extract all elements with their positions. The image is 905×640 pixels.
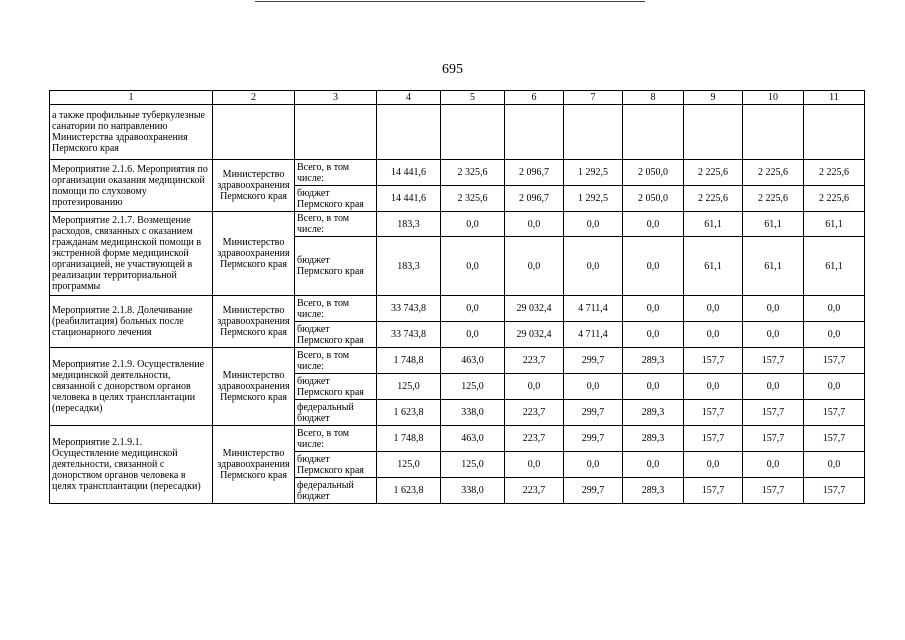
value-cell: 0,0: [441, 212, 505, 237]
value-cell: 0,0: [804, 296, 865, 322]
value-cell: 0,0: [743, 452, 804, 478]
value-cell: 0,0: [564, 237, 623, 296]
value-cell: 0,0: [804, 374, 865, 400]
value-cell: 463,0: [441, 426, 505, 452]
responsible-org: Министерство здравоохранения Пермского края: [213, 160, 295, 212]
value-cell: 183,3: [377, 237, 441, 296]
value-cell: 183,3: [377, 212, 441, 237]
value-cell: 0,0: [623, 374, 684, 400]
value-cell: 157,7: [743, 400, 804, 426]
header-cell: 10: [743, 91, 804, 105]
value-cell: 0,0: [804, 452, 865, 478]
value-cell: 2 096,7: [505, 160, 564, 186]
value-cell: 157,7: [804, 426, 865, 452]
value-cell: 0,0: [623, 212, 684, 237]
value-cell: 157,7: [684, 400, 743, 426]
value-cell: 223,7: [505, 478, 564, 504]
value-cell: 0,0: [743, 374, 804, 400]
measure-name: Мероприятие 2.1.9. Осуществление медицинской деятельности, связанной с донорством органов человека в целях трансплантации (пересадки): [50, 348, 213, 426]
value-cell: 157,7: [743, 478, 804, 504]
funding-source: бюджет Пермского края: [295, 374, 377, 400]
value-cell: 2 225,6: [804, 186, 865, 212]
header-cell: 3: [295, 91, 377, 105]
value-cell: 2 050,0: [623, 160, 684, 186]
value-cell: 0,0: [505, 374, 564, 400]
value-cell: 0,0: [505, 212, 564, 237]
funding-source: федеральный бюджет: [295, 400, 377, 426]
value-cell: 0,0: [743, 296, 804, 322]
value-cell: 157,7: [804, 400, 865, 426]
value-cell: 157,7: [743, 426, 804, 452]
funding-source: Всего, в том числе:: [295, 426, 377, 452]
table-row: [50, 426, 865, 452]
value-cell: 0,0: [623, 452, 684, 478]
value-cell: 289,3: [623, 348, 684, 374]
value-cell: 14 441,6: [377, 160, 441, 186]
table-row: [50, 296, 865, 322]
funding-source: федеральный бюджет: [295, 478, 377, 504]
value-cell: 4 711,4: [564, 296, 623, 322]
value-cell: 223,7: [505, 426, 564, 452]
value-cell: 1 748,8: [377, 426, 441, 452]
funding-source: Всего, в том числе:: [295, 160, 377, 186]
value-cell: 0,0: [564, 212, 623, 237]
value-cell: 29 032,4: [505, 296, 564, 322]
header-cell: 4: [377, 91, 441, 105]
value-cell: 338,0: [441, 478, 505, 504]
responsible-org: Министерство здравоохранения Пермского края: [213, 426, 295, 504]
measure-name: Мероприятие 2.1.6. Мероприятия по организации оказания медицинской помощи по слуховому протезированию: [50, 160, 213, 212]
funding-source: Всего, в том числе:: [295, 212, 377, 237]
value-cell: 299,7: [564, 400, 623, 426]
responsible-org: Министерство здравоохранения Пермского края: [213, 212, 295, 296]
value-cell: 2 225,6: [684, 186, 743, 212]
value-cell: 1 292,5: [564, 186, 623, 212]
value-cell: 1 748,8: [377, 348, 441, 374]
value-cell: 1 623,8: [377, 400, 441, 426]
value-cell: 0,0: [804, 322, 865, 348]
header-cell: 8: [623, 91, 684, 105]
value-cell: 157,7: [743, 348, 804, 374]
header-cell: 5: [441, 91, 505, 105]
value-cell: 2 225,6: [743, 186, 804, 212]
measure-name: Мероприятие 2.1.9.1. Осуществление медицинской деятельности, связанной с донорством органов человека в целях трансплантации (пересадки): [50, 426, 213, 504]
value-cell: 2 225,6: [684, 160, 743, 186]
value-cell: 125,0: [441, 374, 505, 400]
value-cell: 0,0: [684, 296, 743, 322]
header-cell: 11: [804, 91, 865, 105]
value-cell: 2 225,6: [804, 160, 865, 186]
header-row: [50, 91, 865, 105]
value-cell: 299,7: [564, 348, 623, 374]
continuation-text: а также профильные туберкулезные санатории по направлению Министерства здравоохранения Пермского края: [50, 105, 213, 160]
funding-source: бюджет Пермского края: [295, 452, 377, 478]
value-cell: 61,1: [684, 212, 743, 237]
value-cell: 0,0: [684, 452, 743, 478]
value-cell: 157,7: [684, 348, 743, 374]
program-table: [49, 90, 865, 504]
value-cell: 2 325,6: [441, 186, 505, 212]
top-rule: [255, 1, 645, 2]
value-cell: 0,0: [441, 322, 505, 348]
value-cell: 223,7: [505, 348, 564, 374]
value-cell: 61,1: [804, 212, 865, 237]
measure-name: Мероприятие 2.1.7. Возмещение расходов, связанных с оказанием гражданам медицинской помощи в экстренной форме медицинской организацией, не участвующей в реализации территориальной программы: [50, 212, 213, 296]
funding-source: бюджет Пермского края: [295, 237, 377, 296]
value-cell: 0,0: [505, 237, 564, 296]
responsible-org: Министерство здравоохранения Пермского края: [213, 296, 295, 348]
value-cell: 33 743,8: [377, 296, 441, 322]
value-cell: 0,0: [684, 322, 743, 348]
value-cell: 2 325,6: [441, 160, 505, 186]
value-cell: 0,0: [623, 322, 684, 348]
value-cell: 0,0: [684, 374, 743, 400]
value-cell: 2 050,0: [623, 186, 684, 212]
value-cell: 0,0: [441, 237, 505, 296]
value-cell: 338,0: [441, 400, 505, 426]
value-cell: 61,1: [684, 237, 743, 296]
value-cell: 0,0: [623, 296, 684, 322]
value-cell: 61,1: [743, 212, 804, 237]
value-cell: 125,0: [377, 374, 441, 400]
value-cell: 157,7: [804, 478, 865, 504]
value-cell: 0,0: [564, 374, 623, 400]
page-number: 695: [442, 62, 463, 77]
value-cell: 289,3: [623, 400, 684, 426]
value-cell: 125,0: [441, 452, 505, 478]
continuation-row: [50, 105, 865, 160]
value-cell: 1 623,8: [377, 478, 441, 504]
value-cell: 0,0: [743, 322, 804, 348]
value-cell: 463,0: [441, 348, 505, 374]
value-cell: 29 032,4: [505, 322, 564, 348]
value-cell: 125,0: [377, 452, 441, 478]
funding-source: бюджет Пермского края: [295, 322, 377, 348]
value-cell: 1 292,5: [564, 160, 623, 186]
value-cell: 289,3: [623, 426, 684, 452]
header-cell: 6: [505, 91, 564, 105]
funding-source: Всего, в том числе:: [295, 296, 377, 322]
funding-source: Всего, в том числе:: [295, 348, 377, 374]
responsible-org: Министерство здравоохранения Пермского края: [213, 348, 295, 426]
table-row: [50, 160, 865, 186]
value-cell: 223,7: [505, 400, 564, 426]
funding-source: бюджет Пермского края: [295, 186, 377, 212]
measure-name: Мероприятие 2.1.8. Долечивание (реабилитация) больных после стационарного лечения: [50, 296, 213, 348]
value-cell: 61,1: [804, 237, 865, 296]
header-cell: 7: [564, 91, 623, 105]
value-cell: 14 441,6: [377, 186, 441, 212]
header-cell: 1: [50, 91, 213, 105]
value-cell: 2 096,7: [505, 186, 564, 212]
value-cell: 157,7: [804, 348, 865, 374]
value-cell: 0,0: [441, 296, 505, 322]
value-cell: 2 225,6: [743, 160, 804, 186]
value-cell: 299,7: [564, 426, 623, 452]
value-cell: 33 743,8: [377, 322, 441, 348]
table-row: [50, 348, 865, 374]
header-cell: 9: [684, 91, 743, 105]
value-cell: 0,0: [505, 452, 564, 478]
value-cell: 299,7: [564, 478, 623, 504]
value-cell: 157,7: [684, 478, 743, 504]
value-cell: 0,0: [623, 237, 684, 296]
value-cell: 157,7: [684, 426, 743, 452]
value-cell: 61,1: [743, 237, 804, 296]
header-cell: 2: [213, 91, 295, 105]
value-cell: 289,3: [623, 478, 684, 504]
value-cell: 0,0: [564, 452, 623, 478]
table-row: [50, 212, 865, 237]
value-cell: 4 711,4: [564, 322, 623, 348]
